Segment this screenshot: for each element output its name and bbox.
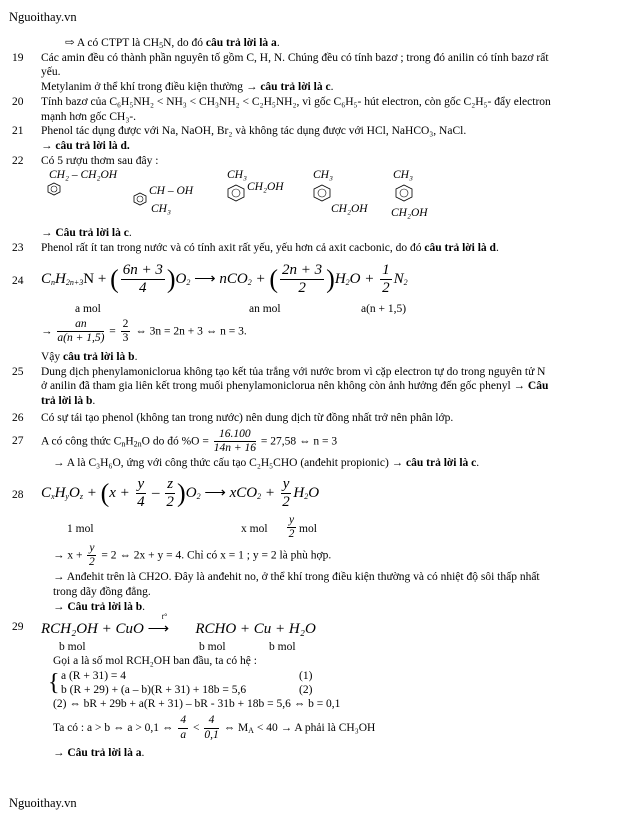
- arrow-icon: →: [280, 721, 295, 734]
- q22: 22 Có 5 rượu thơm sau đây : CH₂ – CH₂OH CH – OH CH₃ CH₃ CH₂OH CH₃ CH₂OH CH₃ CH₂OH → Câu trả lời là c.: [41, 154, 621, 241]
- q29-equation: RCH₂OH + CuO t° ⟶ RCHO + Cu + H₂O: [41, 620, 621, 640]
- q23: 23 Phenol rất ít tan trong nước và có tính axit rất yếu, yếu hơn cả axit cacbonic, do đó câu trả lời là d.: [12, 242, 499, 255]
- reaction-arrow-icon: ⟶: [194, 270, 216, 287]
- q18-line: ⇨ A có CTPT là $CH_5N$, do đó câu trả lời là a.: [65, 37, 280, 50]
- reaction-arrow-icon: ⟶: [204, 485, 226, 502]
- q20: 20 Tính bazơ của C₆H₅NH₂ < NH₃ < CH₃NH₂ < C₂H₅NH₂, vì gốc C₆H₅- hút electron, còn gốc C₂H₅- đẩy electron mạnh hơn gốc CH₃-.: [12, 95, 551, 123]
- benzene-ring-icon: [395, 184, 413, 202]
- q19: 19 Các amin đều có thành phần nguyên tố gồm C, H, N. Chúng đều có tính bazơ ; trong đó anilin có tính bazơ rất yếu. Metylanim ở thể khí trong điều kiện thường → câu trả lời là c.: [12, 51, 549, 94]
- q27: 27 A có công thức $C_nH_{2n}O$ do đó %O = $\frac{16.100}{14n + 16}$ = 27,58 ⇔ n = 3 → A là C₃H₆O, ứng với công thức cấu tạo C₂H₅CHO (anđehit propionic) → câu trả lời là c.: [12, 427, 480, 469]
- q29: 29 RCH₂OH + CuO t° ⟶ RCHO + Cu + H₂O b mol b mol b mol Gọi a là số mol RCH₂OH ban đầu, ta có hệ : { a (R + 31) = 4 (1) b (R + 29) + (a – b)(R + 31) + 18b = 5,6 (2) (2) ⇔ bR + 29b + a(R + 31) – bR - 31b + 18b = 5,6 ⇔ b = 0,1 Ta có : a > b ⇔ a > 0,1 ⇔ $\frac{4}{a}$ < $\frac{4}{0,1}$ ⇔ $M_A < 40 \to A$ phải là CH₃OH → Câu trả lời là a.: [41, 620, 621, 760]
- arrow-icon: →: [53, 746, 68, 759]
- q28: 28 $C_xH_yO_z + (x$ + $\frac{y}{4}$ – $\frac{z}{2}$ )$O_2$ ⟶ xCO$_2$ + $\frac{y}{2}$ $H_2O$ 1 mol x mol $\frac{y}{2}$ mol → x + $\frac{y}{2}$ = 2 ⇔ 2x + y = 4. Chỉ có x = 1 ; y = 2 là phù hợp. → Anđehit trên là CH2O. Đây là anđehit no, ở thể khí trong điều kiện thường và có nhiệt độ sôi thấp nhất trong dãy đồng đẳng. → Câu trả lời là b.: [41, 474, 621, 614]
- benzene-ring-icon: [47, 182, 61, 196]
- q28-equation: $C_xH_yO_z + (x$ + $\frac{y}{4}$ – $\frac{z}{2}$ )$O_2$ ⟶ xCO$_2$ + $\frac{y}{2}$ $H_2O$: [41, 476, 320, 511]
- arrow-icon: →: [245, 81, 261, 94]
- heat-arrow-icon: t° ⟶: [147, 612, 170, 638]
- footer-site: Nguoithay.vn: [9, 796, 77, 810]
- arrow-icon: →: [391, 456, 407, 469]
- header-site: Nguoithay.vn: [9, 10, 77, 24]
- arrow-icon: →: [53, 600, 68, 613]
- q24: 24 $C_nH_{2n+3}N$ + ( $\frac{6n + 3}{4}$ )$O_2$ ⟶ nCO$_2$ + ( $\frac{2n + 3}{2}$ )$H_2O$ + $\frac{1}{2}$ $N_2$ a mol an mol a(n + 1,5) → $\frac{an}{a(n + 1,5)}$ = $\frac{2}{3}$ ⇔ 3n = 2n + 3 ⇔ n = 3. Vậy câu trả lời là b.: [41, 260, 621, 365]
- arrow-icon: →: [53, 549, 68, 562]
- benzene-ring-icon: [227, 184, 245, 202]
- q21: 21 Phenol tác dụng được với Na, NaOH, Br₂ và không tác dụng được với HCl, NaHCO₃, NaCl. → câu trả lời là d.: [12, 125, 467, 153]
- arrow-icon: →: [41, 140, 56, 153]
- arrow-icon: →: [41, 325, 56, 338]
- benzene-ring-icon: [133, 192, 147, 206]
- benzene-ring-icon: [313, 184, 331, 202]
- content: [12, 36, 621, 761]
- q25: 25 Dung dịch phenylamoniclorua không tạo kết tủa trắng với nước brom vì cặp electron tự do trong nguyên tử N ở anilin đã tham gia liên kết trong muối phenylamoniclorua nên không còn ảnh hưởng đến gốc phenyl → Câu trả lời là b.: [12, 365, 549, 408]
- arrow-icon: →: [53, 456, 67, 469]
- arrow-icon: →: [513, 380, 528, 393]
- alcohol-structures: CH₂ – CH₂OH CH – OH CH₃ CH₃ CH₂OH CH₃ CH₂OH CH₃ CH₂OH: [49, 169, 428, 220]
- q26: 26 Có sự tái tạo phenol (không tan trong nước) nên dung dịch từ đồng nhất trở nên phân lớp.: [12, 411, 454, 424]
- q24-equation: $C_nH_{2n+3}N$ + ( $\frac{6n + 3}{4}$ )$O_2$ ⟶ nCO$_2$ + ( $\frac{2n + 3}{2}$ )$H_2O$ + $\frac{1}{2}$ $N_2$: [41, 261, 408, 296]
- arrow-icon: →: [53, 571, 67, 584]
- arrow-icon: →: [41, 227, 56, 240]
- equation-system: { a (R + 31) = 4 (1) b (R + 29) + (a – b)(R + 31) + 18b = 5,6 (2): [48, 670, 313, 697]
- imply-icon: ⇨: [65, 37, 77, 49]
